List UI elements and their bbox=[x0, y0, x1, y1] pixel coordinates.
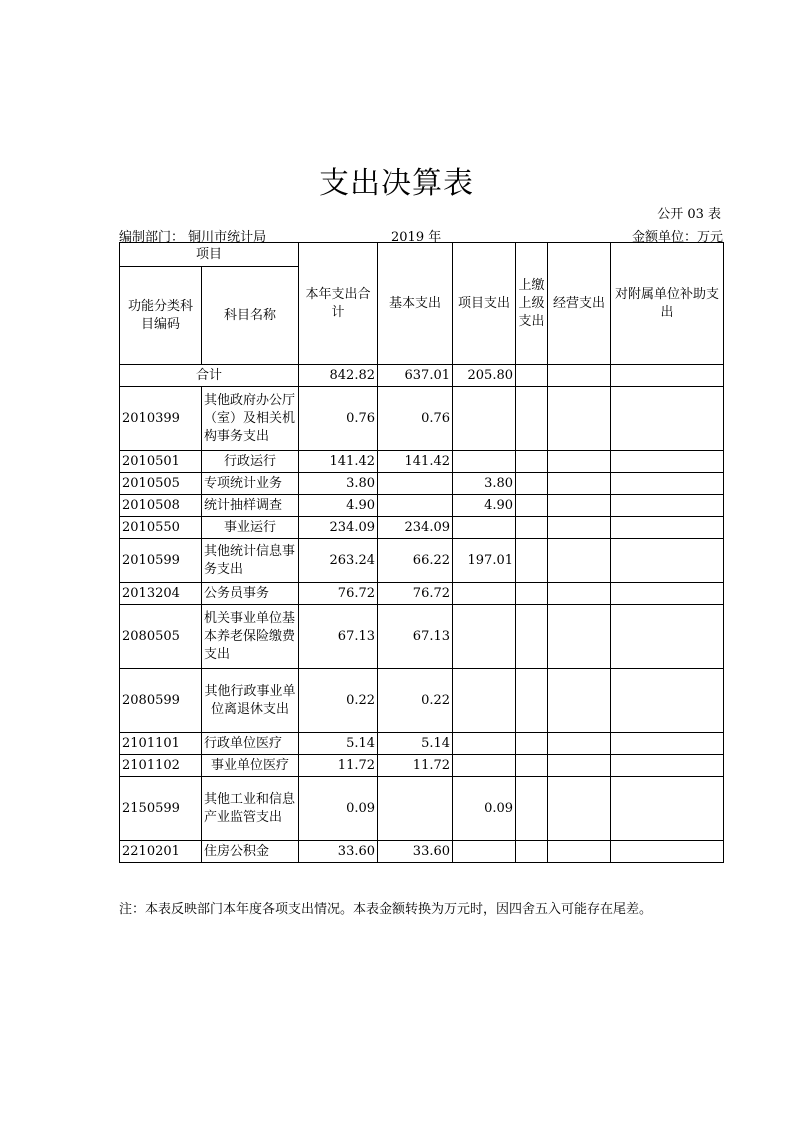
row-subsidy bbox=[611, 733, 724, 755]
row-total: 4.90 bbox=[299, 495, 378, 517]
row-project: 197.01 bbox=[453, 539, 516, 583]
row-subsidy bbox=[611, 539, 724, 583]
row-code: 2010399 bbox=[120, 387, 202, 451]
row-subsidy bbox=[611, 451, 724, 473]
row-name: 专项统计业务 bbox=[202, 473, 299, 495]
row-code: 2013204 bbox=[120, 583, 202, 605]
row-upper bbox=[516, 387, 548, 451]
row-total: 3.80 bbox=[299, 473, 378, 495]
row-basic bbox=[378, 777, 453, 841]
row-upper bbox=[516, 583, 548, 605]
row-name: 事业运行 bbox=[202, 517, 299, 539]
table-row bbox=[120, 495, 724, 517]
total-total: 842.82 bbox=[299, 365, 378, 387]
dept-name: 铜川市统计局 bbox=[188, 230, 267, 245]
row-code: 2150599 bbox=[120, 777, 202, 841]
header-item: 项目 bbox=[120, 243, 299, 267]
total-basic: 637.01 bbox=[378, 365, 453, 387]
table-row bbox=[120, 605, 724, 669]
row-basic: 66.22 bbox=[378, 539, 453, 583]
row-total: 263.24 bbox=[299, 539, 378, 583]
row-total: 76.72 bbox=[299, 583, 378, 605]
row-project bbox=[453, 517, 516, 539]
row-name: 行政运行 bbox=[202, 451, 299, 473]
row-basic: 33.60 bbox=[378, 841, 453, 863]
total-upper bbox=[516, 365, 548, 387]
row-business bbox=[548, 495, 611, 517]
row-name: 行政单位医疗 bbox=[202, 733, 299, 755]
row-total: 0.09 bbox=[299, 777, 378, 841]
row-business bbox=[548, 841, 611, 863]
total-subsidy bbox=[611, 365, 724, 387]
row-code: 2010599 bbox=[120, 539, 202, 583]
row-total: 0.76 bbox=[299, 387, 378, 451]
header-upper: 上缴上级支出 bbox=[516, 243, 548, 365]
header-subject-name: 科目名称 bbox=[202, 267, 299, 365]
row-business bbox=[548, 733, 611, 755]
row-business bbox=[548, 583, 611, 605]
row-project bbox=[453, 451, 516, 473]
unit-label: 金额单位： bbox=[631, 230, 697, 245]
row-basic: 5.14 bbox=[378, 733, 453, 755]
row-basic: 76.72 bbox=[378, 583, 453, 605]
table-row bbox=[120, 733, 724, 755]
row-code: 2210201 bbox=[120, 841, 202, 863]
total-row bbox=[120, 365, 724, 387]
report-year: 2019 年 bbox=[391, 230, 442, 245]
table-row bbox=[120, 539, 724, 583]
total-label: 合计 bbox=[120, 365, 299, 387]
row-total: 141.42 bbox=[299, 451, 378, 473]
row-total: 67.13 bbox=[299, 605, 378, 669]
row-business bbox=[548, 669, 611, 733]
header-project: 项目支出 bbox=[453, 243, 516, 365]
row-upper bbox=[516, 841, 548, 863]
row-basic: 141.42 bbox=[378, 451, 453, 473]
form-number: 公开 03 表 bbox=[657, 207, 721, 222]
row-project bbox=[453, 605, 516, 669]
row-code: 2101101 bbox=[120, 733, 202, 755]
total-project: 205.80 bbox=[453, 365, 516, 387]
row-subsidy bbox=[611, 669, 724, 733]
total-business bbox=[548, 365, 611, 387]
row-basic bbox=[378, 495, 453, 517]
row-subsidy bbox=[611, 583, 724, 605]
row-code: 2101102 bbox=[120, 755, 202, 777]
table-row bbox=[120, 387, 724, 451]
row-project bbox=[453, 387, 516, 451]
row-basic: 234.09 bbox=[378, 517, 453, 539]
row-code: 2010508 bbox=[120, 495, 202, 517]
table-row bbox=[120, 517, 724, 539]
row-upper bbox=[516, 605, 548, 669]
row-code: 2010505 bbox=[120, 473, 202, 495]
row-name: 公务员事务 bbox=[202, 583, 299, 605]
row-business bbox=[548, 605, 611, 669]
meta-line bbox=[119, 226, 723, 245]
header-business: 经营支出 bbox=[548, 243, 611, 365]
table-row bbox=[120, 777, 724, 841]
row-basic: 11.72 bbox=[378, 755, 453, 777]
row-project: 4.90 bbox=[453, 495, 516, 517]
row-subsidy bbox=[611, 755, 724, 777]
row-basic bbox=[378, 473, 453, 495]
row-project bbox=[453, 583, 516, 605]
row-upper bbox=[516, 517, 548, 539]
row-subsidy bbox=[611, 387, 724, 451]
row-upper bbox=[516, 755, 548, 777]
row-name: 统计抽样调查 bbox=[202, 495, 299, 517]
table-row bbox=[120, 755, 724, 777]
row-subsidy bbox=[611, 517, 724, 539]
row-total: 5.14 bbox=[299, 733, 378, 755]
row-project bbox=[453, 733, 516, 755]
row-name: 机关事业单位基本养老保险缴费支出 bbox=[202, 605, 299, 669]
row-upper bbox=[516, 473, 548, 495]
row-business bbox=[548, 387, 611, 451]
row-subsidy bbox=[611, 777, 724, 841]
row-name: 事业单位医疗 bbox=[202, 755, 299, 777]
row-name: 其他工业和信息产业监管支出 bbox=[202, 777, 299, 841]
row-basic: 67.13 bbox=[378, 605, 453, 669]
row-project bbox=[453, 841, 516, 863]
row-business bbox=[548, 473, 611, 495]
row-business bbox=[548, 451, 611, 473]
header-row-1 bbox=[120, 243, 724, 267]
row-subsidy bbox=[611, 841, 724, 863]
row-subsidy bbox=[611, 495, 724, 517]
row-code: 2010550 bbox=[120, 517, 202, 539]
table-row bbox=[120, 841, 724, 863]
row-name: 其他政府办公厅（室）及相关机构事务支出 bbox=[202, 387, 299, 451]
header-subsidy: 对附属单位补助支出 bbox=[611, 243, 724, 365]
footnote: 注：本表反映部门本年度各项支出情况。本表金额转换为万元时，因四舍五入可能存在尾差。 bbox=[119, 902, 653, 917]
row-project: 0.09 bbox=[453, 777, 516, 841]
row-total: 33.60 bbox=[299, 841, 378, 863]
dept-label: 编制部门： bbox=[119, 230, 185, 245]
row-business bbox=[548, 777, 611, 841]
row-upper bbox=[516, 451, 548, 473]
row-project bbox=[453, 755, 516, 777]
table-row bbox=[120, 473, 724, 495]
table-row bbox=[120, 669, 724, 733]
header-basic: 基本支出 bbox=[378, 243, 453, 365]
row-upper bbox=[516, 669, 548, 733]
row-total: 234.09 bbox=[299, 517, 378, 539]
row-basic: 0.76 bbox=[378, 387, 453, 451]
row-project bbox=[453, 669, 516, 733]
header-total: 本年支出合计 bbox=[299, 243, 378, 365]
row-name: 其他统计信息事务支出 bbox=[202, 539, 299, 583]
expenditure-table bbox=[119, 242, 724, 863]
row-code: 2080599 bbox=[120, 669, 202, 733]
row-name: 其他行政事业单位离退休支出 bbox=[202, 669, 299, 733]
row-upper bbox=[516, 539, 548, 583]
row-code: 2010501 bbox=[120, 451, 202, 473]
row-name: 住房公积金 bbox=[202, 841, 299, 863]
row-business bbox=[548, 755, 611, 777]
row-code: 2080505 bbox=[120, 605, 202, 669]
table-row bbox=[120, 451, 724, 473]
row-business bbox=[548, 517, 611, 539]
header-func-code: 功能分类科目编码 bbox=[120, 267, 202, 365]
row-total: 0.22 bbox=[299, 669, 378, 733]
row-upper bbox=[516, 777, 548, 841]
row-business bbox=[548, 539, 611, 583]
row-subsidy bbox=[611, 473, 724, 495]
unit-value: 万元 bbox=[696, 230, 723, 245]
row-project: 3.80 bbox=[453, 473, 516, 495]
row-subsidy bbox=[611, 605, 724, 669]
page-title: 支出决算表 bbox=[319, 166, 474, 201]
row-basic: 0.22 bbox=[378, 669, 453, 733]
row-upper bbox=[516, 495, 548, 517]
row-upper bbox=[516, 733, 548, 755]
table-row bbox=[120, 583, 724, 605]
row-total: 11.72 bbox=[299, 755, 378, 777]
